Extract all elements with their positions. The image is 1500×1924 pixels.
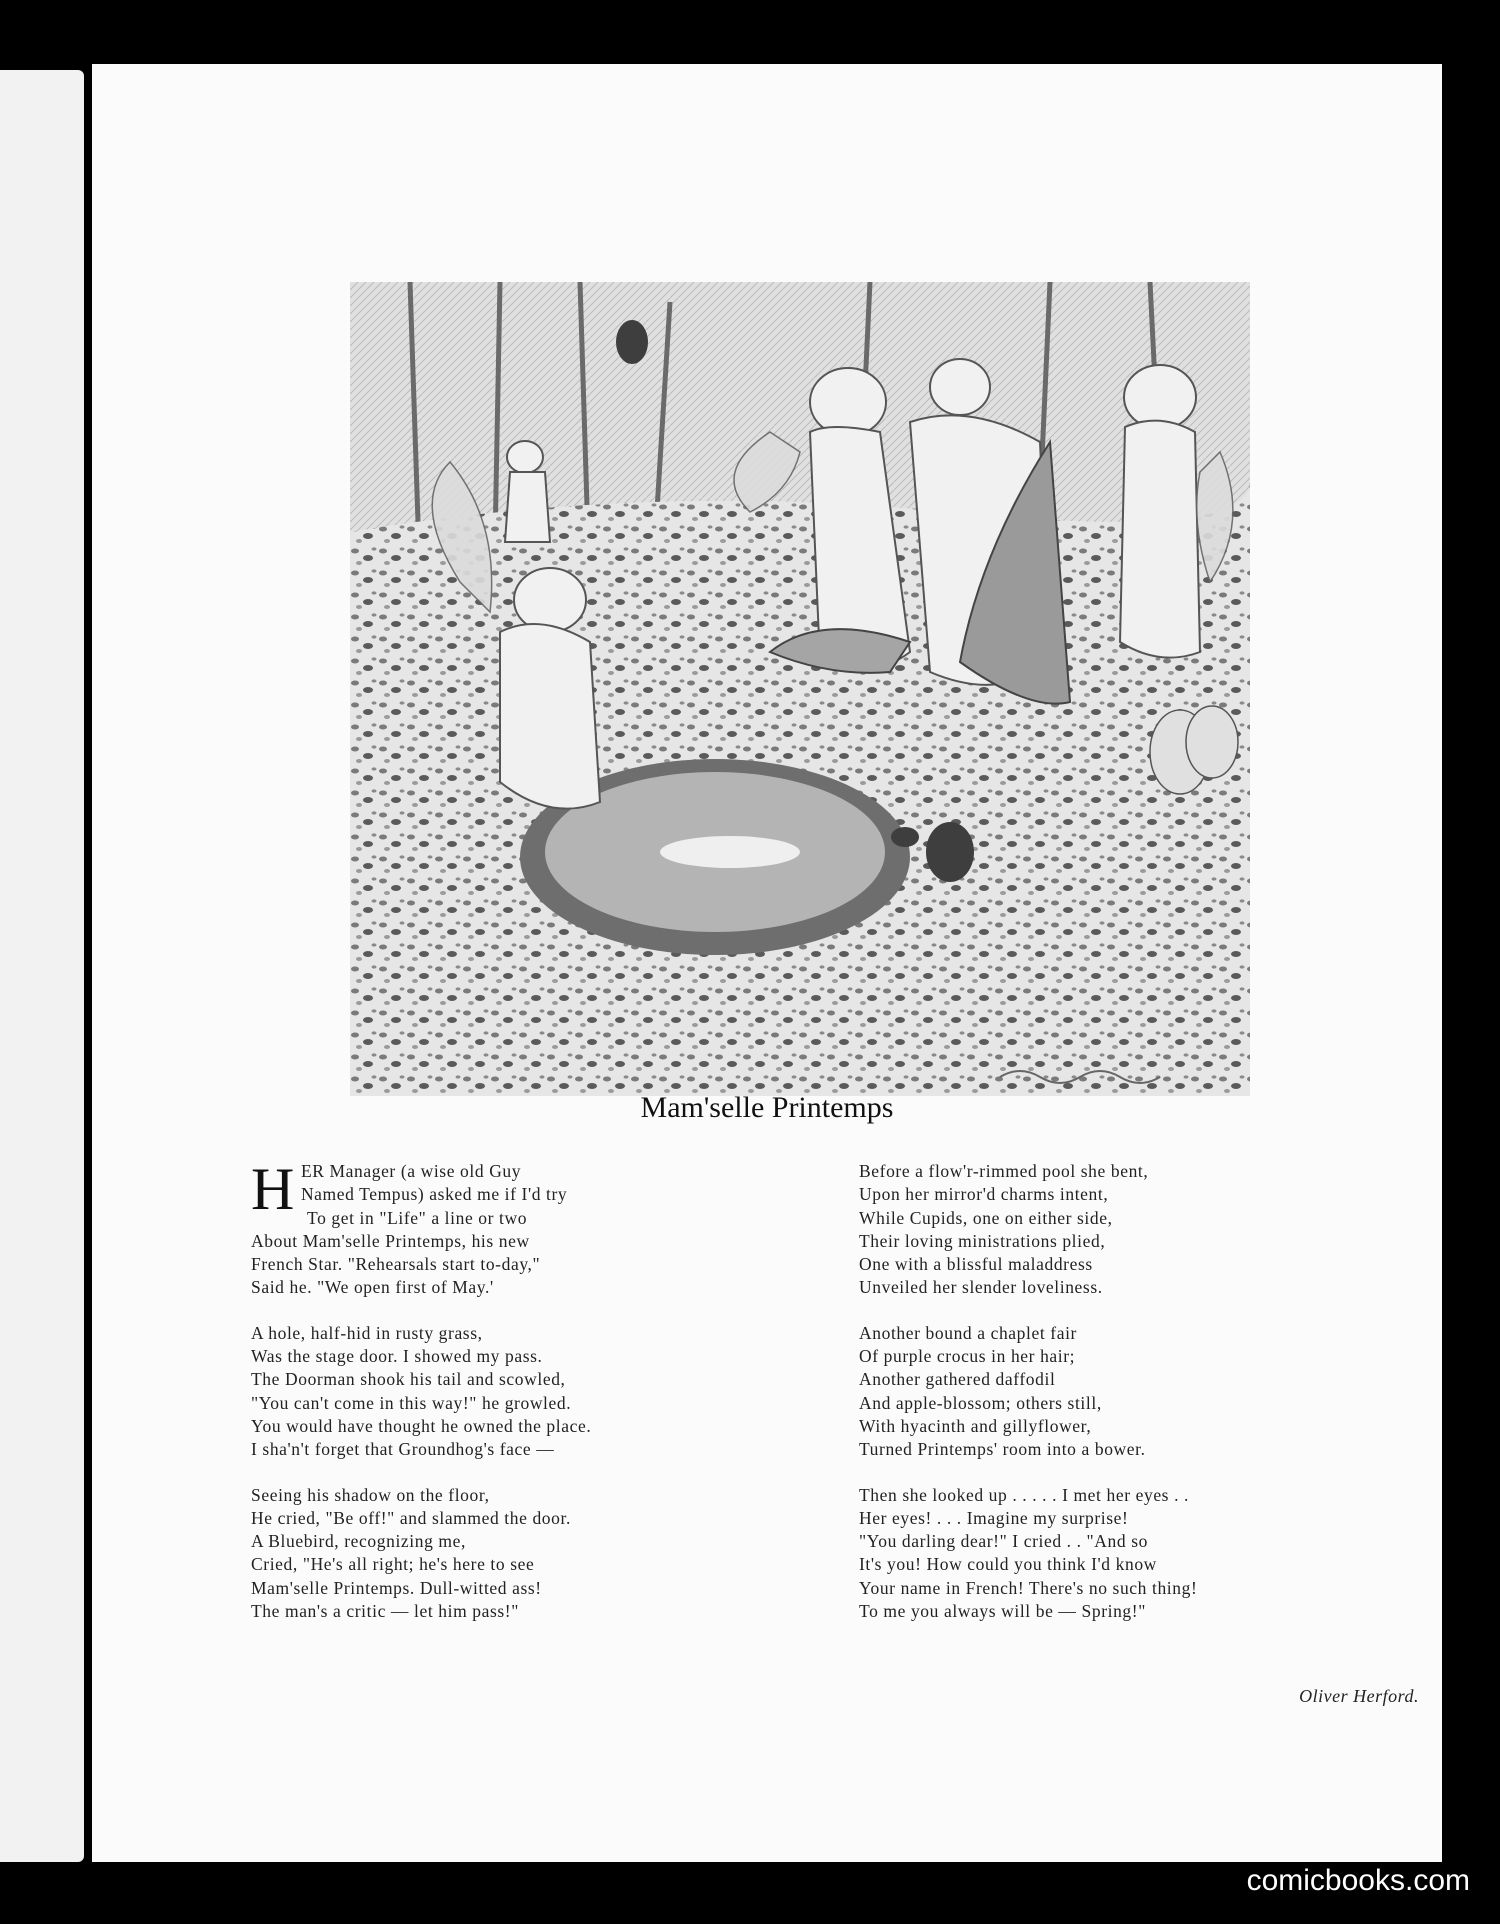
poem-stanza [859,1160,1419,1300]
poem-line: Cried, "He's all right; he's here to see [251,1554,535,1575]
poem-line: Their loving ministrations plied, [859,1230,1106,1251]
poem-line: One with a blissful maladdress [859,1254,1093,1275]
poem-line: With hyacinth and gillyflower, [859,1415,1092,1436]
poem-line: Before a flow'r-rimmed pool she bent, [859,1161,1149,1181]
spring-pool-illustration [350,282,1250,1096]
poem-line: Another gathered daffodil [859,1369,1056,1390]
magazine-page [92,64,1442,1862]
poem-right-column [859,1160,1419,1645]
poem-line: ER Manager (a wise old Guy [300,1161,522,1181]
poem-stanza [251,1322,761,1462]
poem-line: Then she looked up . . . . . I met her eyes . . [859,1484,1189,1505]
poem-line: A Bluebird, recognizing me, [251,1531,466,1552]
poem-line: The man's a critic — let him pass!" [251,1601,519,1622]
poem-line: Mam'selle Printemps. Dull-witted ass! [251,1577,542,1598]
poem-line: And apple-blossom; others still, [859,1392,1102,1413]
poem-stanza [859,1484,1419,1624]
poem-line: I sha'n't forget that Groundhog's face — [251,1439,555,1460]
poem-line: To get in "Life" a line or two [307,1207,528,1228]
poem-line: Said he. "We open first of May.' [251,1277,494,1298]
poem-line: "You can't come in this way!" he growled. [251,1392,572,1413]
poem-line: Upon her mirror'd charms intent, [859,1184,1109,1205]
poem-line: You would have thought he owned the place. [251,1415,592,1436]
author-signature: Oliver Herford. [1299,1686,1419,1706]
poem-line: "You darling dear!" I cried . . "And so [859,1531,1148,1552]
poem-line: He cried, "Be off!" and slammed the door. [251,1507,571,1528]
poem-line: Unveiled her slender loveliness. [859,1277,1103,1298]
poem-line: About Mam'selle Printemps, his new [251,1230,530,1251]
poem-line: To me you always will be — Spring!" [859,1601,1146,1622]
poem-line: While Cupids, one on either side, [859,1207,1113,1228]
poem-line: Turned Printemps' room into a bower. [859,1439,1146,1460]
poem-line: Named Tempus) asked me if I'd try [300,1184,568,1205]
poem-line: Another bound a chaplet fair [859,1322,1077,1343]
poem-title: Mam'selle Printemps [640,1091,894,1124]
poem-line: The Doorman shook his tail and scowled, [251,1369,566,1390]
poem-line: Her eyes! . . . Imagine my surprise! [859,1507,1129,1528]
poem-line: A hole, half-hid in rusty grass, [251,1322,483,1343]
drop-cap: H [251,1156,295,1222]
poem-line: Was the stage door. I showed my pass. [251,1346,543,1367]
poem-left-column [251,1156,761,1645]
poem-line: Seeing his shadow on the floor, [251,1484,490,1505]
poem-line: Your name in French! There's no such thing! [859,1577,1198,1598]
poem-stanza [251,1484,761,1624]
poem-line: French Star. "Rehearsals start to-day," [251,1254,541,1275]
site-watermark: comicbooks.com [1246,1864,1470,1897]
poem-stanza [251,1156,761,1300]
poem-line: Of purple crocus in her hair; [859,1346,1076,1367]
poem-stanza [859,1322,1419,1462]
poem-line: It's you! How could you think I'd know [859,1554,1157,1575]
facing-page-edge [0,70,84,1862]
